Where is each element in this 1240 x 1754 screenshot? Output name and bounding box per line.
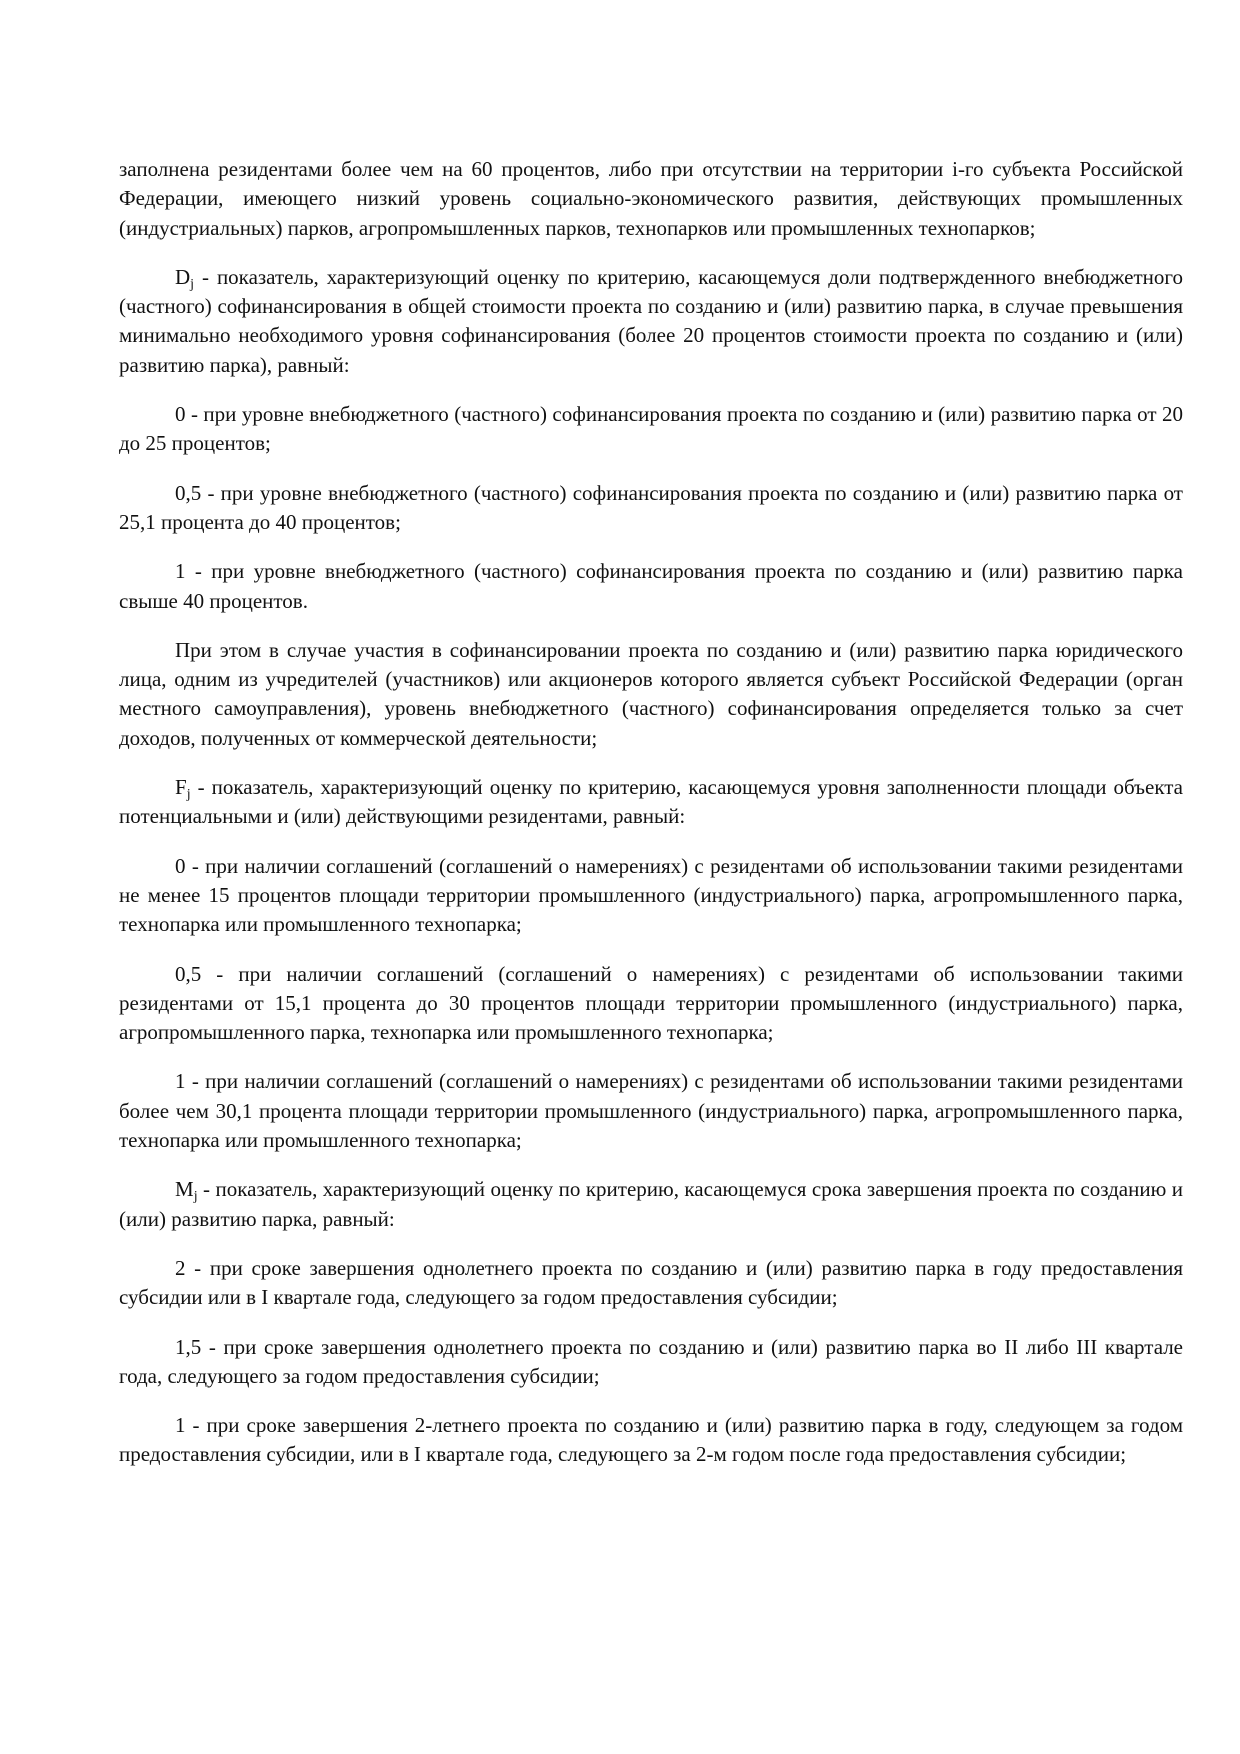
paragraph-d-value-0: 0 - при уровне внебюджетного (частного) софинансирования проекта по созданию и (или) развитию парка от 20 до 25 процентов; xyxy=(119,402,1183,456)
paragraph-continuation: заполнена резидентами более чем на 60 процентов, либо при отсутствии на территории i-го субъекта Российской Федерации, имеющего низкий уровень социально-экономического развития, действующих промышленных (индустриальных) парков, агропромышленных парков, технопарков или промышленных технопарков; xyxy=(119,157,1183,240)
paragraph-d-value-1: 1 - при уровне внебюджетного (частного) софинансирования проекта по созданию и (или) развитию парка свыше 40 процентов. xyxy=(119,559,1183,613)
paragraph-text: - показатель, характеризующий оценку по критерию, касающемуся доли подтвержденного внебюджетного (частного) софинансирования в общей стоимости проекта по созданию и (или) развитию парка, в случае превышения минимально необходимого уровня софинансирования (более 20 процентов стоимости проекта по созданию и (или) развитию парка), равный: xyxy=(119,264,1183,377)
paragraph-indicator-f xyxy=(119,773,1183,832)
paragraph-indicator-m xyxy=(119,1175,1183,1234)
document-page xyxy=(119,155,1183,1490)
paragraph-m-value-2: 2 - при сроке завершения однолетнего проекта по созданию и (или) развитию парка в году предоставления субсидии или в I квартале года, следующего за годом предоставления субсидии; xyxy=(119,1255,1183,1310)
paragraph-cofinancing-note: При этом в случае участия в софинансировании проекта по созданию и (или) развитию парка юридического лица, одним из учредителей (участников) или акционеров которого является субъект Российской Федерации (орган местного самоуправления), уровень внебюджетного (частного) софинансирования определяется только за счет доходов, полученных от коммерческой деятельности; xyxy=(119,637,1183,750)
paragraph-text: - показатель, характеризующий оценку по критерию, касающемуся срока завершения проекта по созданию и (или) развитию парка, равный: xyxy=(119,1177,1183,1231)
paragraph-f-value-1: 1 - при наличии соглашений (соглашений о намерениях) с резидентами об использовании такими резидентами более чем 30,1 процента площади территории промышленного (индустриального) парка, агропромышленного парка, технопарка или промышленного технопарка; xyxy=(119,1069,1183,1153)
symbol: M xyxy=(175,1177,194,1202)
symbol: F xyxy=(175,775,187,800)
subscript: j xyxy=(186,787,191,803)
subscript: j xyxy=(193,1189,198,1205)
paragraph-indicator-d xyxy=(119,263,1183,380)
paragraph-f-value-0-5: 0,5 - при наличии соглашений (соглашений о намерениях) с резидентами об использовании такими резидентами от 15,1 процента до 30 процентов площади территории промышленного (индустриального) парка, агропромышленного парка, технопарка или промышленного технопарка; xyxy=(119,961,1183,1045)
paragraph-d-value-0-5: 0,5 - при уровне внебюджетного (частного) софинансирования проекта по созданию и (или) развитию парка от 25,1 процента до 40 процентов; xyxy=(119,480,1183,534)
subscript: j xyxy=(190,276,195,292)
paragraph-text: - показатель, характеризующий оценку по критерию, касающемуся уровня заполненности площади объекта потенциальными и (или) действующими резидентами, равный: xyxy=(119,775,1183,829)
paragraph-m-value-1: 1 - при сроке завершения 2-летнего проекта по созданию и (или) развитию парка в году, следующем за годом предоставления субсидии, или в I квартале года, следующего за 2-м годом после года предоставления субсидии; xyxy=(119,1413,1183,1467)
paragraph-f-value-0: 0 - при наличии соглашений (соглашений о намерениях) с резидентами об использовании такими резидентами не менее 15 процентов площади территории промышленного (индустриального) парка, агропромышленного парка, технопарка или промышленного технопарка; xyxy=(119,853,1183,937)
paragraph-m-value-1-5: 1,5 - при сроке завершения однолетнего проекта по созданию и (или) развитию парка во II либо III квартале года, следующего за годом предоставления субсидии; xyxy=(119,1334,1183,1388)
symbol: D xyxy=(175,264,191,289)
